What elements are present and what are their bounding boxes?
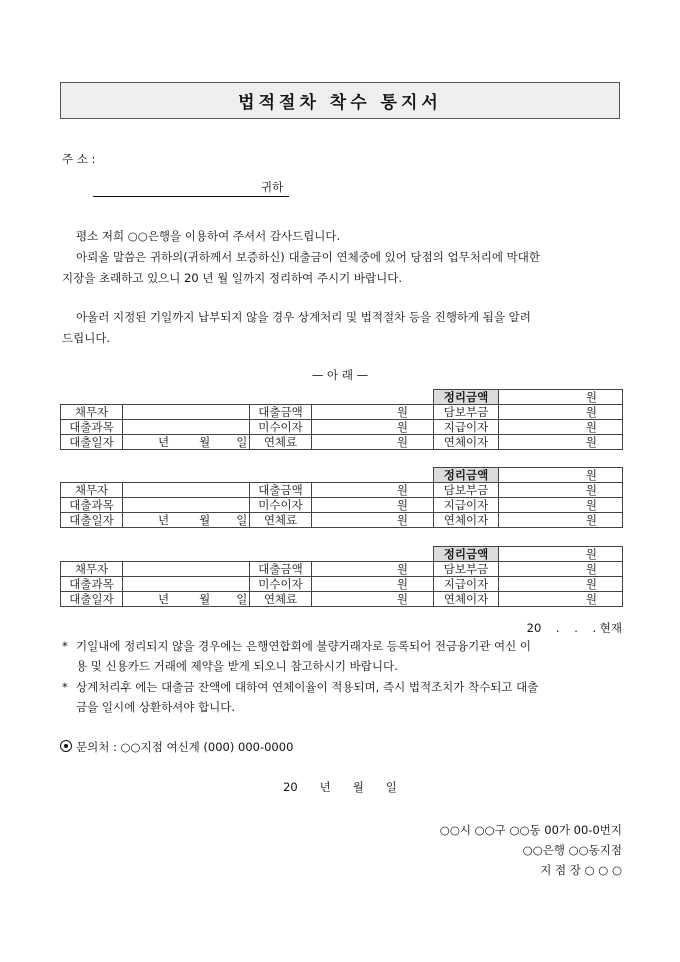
loan-subject-value — [123, 577, 250, 592]
collateral-label: 담보부금 — [434, 483, 499, 498]
note-2-line-1: 상계처리후 에는 대출금 잔액에 대하여 연체이율이 적용되며, 즉시 법적조치가 착수되고 대출 — [76, 680, 539, 694]
body-paragraph-1-line-1: 아뢰올 말씀은 귀하의(귀하께서 보증하신) 대출금이 연체중에 있어 당점의 업무처리에 막대한 — [76, 250, 541, 264]
won-unit: 원 — [499, 498, 623, 513]
contact-text: 문의처 : ○○지점 여신계 (000) 000-0000 — [76, 740, 294, 754]
overdue-interest-label: 연체이자 — [434, 592, 499, 607]
unpaid-interest-label: 미수이자 — [250, 577, 312, 592]
won-unit: 원 — [499, 420, 623, 435]
won-unit: 원 — [499, 405, 623, 420]
loan-date-label: 대출일자 — [61, 513, 123, 528]
settle-amount-label: 정리금액 — [434, 468, 499, 483]
loan-date-value: 년 월 일 — [123, 513, 250, 528]
overdue-fee-label: 연체료 — [250, 513, 312, 528]
paid-interest-label: 지급이자 — [434, 577, 499, 592]
overdue-interest-label: 연체이자 — [434, 435, 499, 450]
note-2 — [62, 677, 622, 717]
loan-date-value: 년 월 일 — [123, 592, 250, 607]
debtor-value — [123, 483, 250, 498]
loan-subject-value — [123, 420, 250, 435]
recipient-name-line — [93, 196, 289, 197]
body-paragraph-2-line-2: 드립니다. — [62, 331, 111, 345]
note-1 — [62, 636, 622, 676]
table-row — [61, 483, 623, 498]
won-unit: 원 — [312, 405, 434, 420]
table-row — [61, 420, 623, 435]
won-unit: 원 — [499, 483, 623, 498]
note-asterisk: * — [62, 639, 68, 653]
won-unit: 원 — [499, 390, 623, 405]
loan-subject-label: 대출과목 — [61, 577, 123, 592]
section-heading: — 아 래 — — [311, 368, 369, 382]
note-1-line-1: 기일내에 정리되지 않을 경우에는 은행연합회에 불량거래자로 등록되어 전금융기관 여신 이 — [76, 639, 532, 653]
contact-line — [60, 739, 293, 755]
won-unit: 원 — [312, 513, 434, 528]
collateral-label: 담보부금 — [434, 562, 499, 577]
debtor-value — [123, 562, 250, 577]
overdue-interest-label: 연체이자 — [434, 513, 499, 528]
document-title: 법적절차 착수 통지서 — [238, 93, 442, 113]
table-row — [61, 435, 623, 450]
table-row — [61, 498, 623, 513]
loan-date-value: 년 월 일 — [123, 435, 250, 450]
won-unit: 원 — [312, 577, 434, 592]
note-1-line-2: 용 및 신용카드 거래에 제약을 받게 되오니 참고하시기 바랍니다. — [76, 659, 398, 673]
table-row — [61, 577, 623, 592]
loan-subject-value — [123, 498, 250, 513]
debtor-label: 채무자 — [61, 483, 123, 498]
overdue-fee-label: 연체료 — [250, 435, 312, 450]
loan-table-2 — [60, 467, 623, 528]
paid-interest-label: 지급이자 — [434, 498, 499, 513]
debtor-value — [123, 405, 250, 420]
sender-bank: ○○은행 ○○동지점 — [522, 843, 622, 857]
won-unit: 원 — [499, 468, 623, 483]
honorific: 귀하 — [261, 180, 284, 194]
loan-table-1 — [60, 389, 623, 450]
loan-date-label: 대출일자 — [61, 435, 123, 450]
settle-amount-label: 정리금액 — [434, 547, 499, 562]
loan-amount-label: 대출금액 — [250, 483, 312, 498]
unpaid-interest-label: 미수이자 — [250, 498, 312, 513]
collateral-label: 담보부금 — [434, 405, 499, 420]
won-unit: 원 — [312, 562, 434, 577]
won-unit: 원 — [312, 435, 434, 450]
table-row — [61, 592, 623, 607]
won-unit: 원 — [312, 498, 434, 513]
greeting-text: 평소 저희 ○○은행을 이용하여 주셔서 감사드립니다. — [76, 229, 341, 243]
loan-amount-label: 대출금액 — [250, 405, 312, 420]
won-unit: 원 — [312, 592, 434, 607]
bullet-circle-icon — [60, 740, 72, 752]
sender-manager: 지 점 장 ○ ○ ○ — [540, 863, 622, 877]
body-paragraph-2-line-1: 아울러 지정된 기일까지 납부되지 않을 경우 상계처리 및 법적절차 등을 진행하게 됨을 알려 — [76, 310, 531, 324]
sender-address: ○○시 ○○구 ○○동 00가 00-0번지 — [439, 823, 622, 837]
note-asterisk: * — [62, 680, 68, 694]
overdue-fee-label: 연체료 — [250, 592, 312, 607]
won-unit: 원 — [499, 513, 623, 528]
body-paragraph-1-line-2: 지장을 초래하고 있으니 20 년 월 일까지 정리하여 주시기 바랍니다. — [62, 271, 403, 285]
settle-amount-label: 정리금액 — [434, 390, 499, 405]
table-row — [61, 547, 623, 562]
won-unit: 원 — [499, 547, 623, 562]
won-unit: 원 — [499, 592, 623, 607]
loan-table-3 — [60, 546, 623, 607]
loan-amount-label: 대출금액 — [250, 562, 312, 577]
issue-date: 20 년 월 일 — [283, 780, 397, 794]
won-unit: 원 — [312, 420, 434, 435]
table-row — [61, 562, 623, 577]
won-unit: 원 — [499, 577, 623, 592]
table-row — [61, 390, 623, 405]
table-row — [61, 468, 623, 483]
table-row — [61, 405, 623, 420]
debtor-label: 채무자 — [61, 405, 123, 420]
as-of-date: 20 . . . 현재 — [526, 621, 622, 635]
paid-interest-label: 지급이자 — [434, 420, 499, 435]
loan-subject-label: 대출과목 — [61, 420, 123, 435]
sender-block — [440, 820, 622, 880]
table-row — [61, 513, 623, 528]
won-unit: 원 — [312, 483, 434, 498]
unpaid-interest-label: 미수이자 — [250, 420, 312, 435]
loan-subject-label: 대출과목 — [61, 498, 123, 513]
address-label: 주 소 : — [62, 152, 96, 166]
won-unit: 원 — [499, 562, 623, 577]
note-2-line-2: 금을 일시에 상환하셔야 합니다. — [76, 700, 236, 714]
debtor-label: 채무자 — [61, 562, 123, 577]
won-unit: 원 — [499, 435, 623, 450]
loan-date-label: 대출일자 — [61, 592, 123, 607]
title-box — [60, 82, 620, 119]
